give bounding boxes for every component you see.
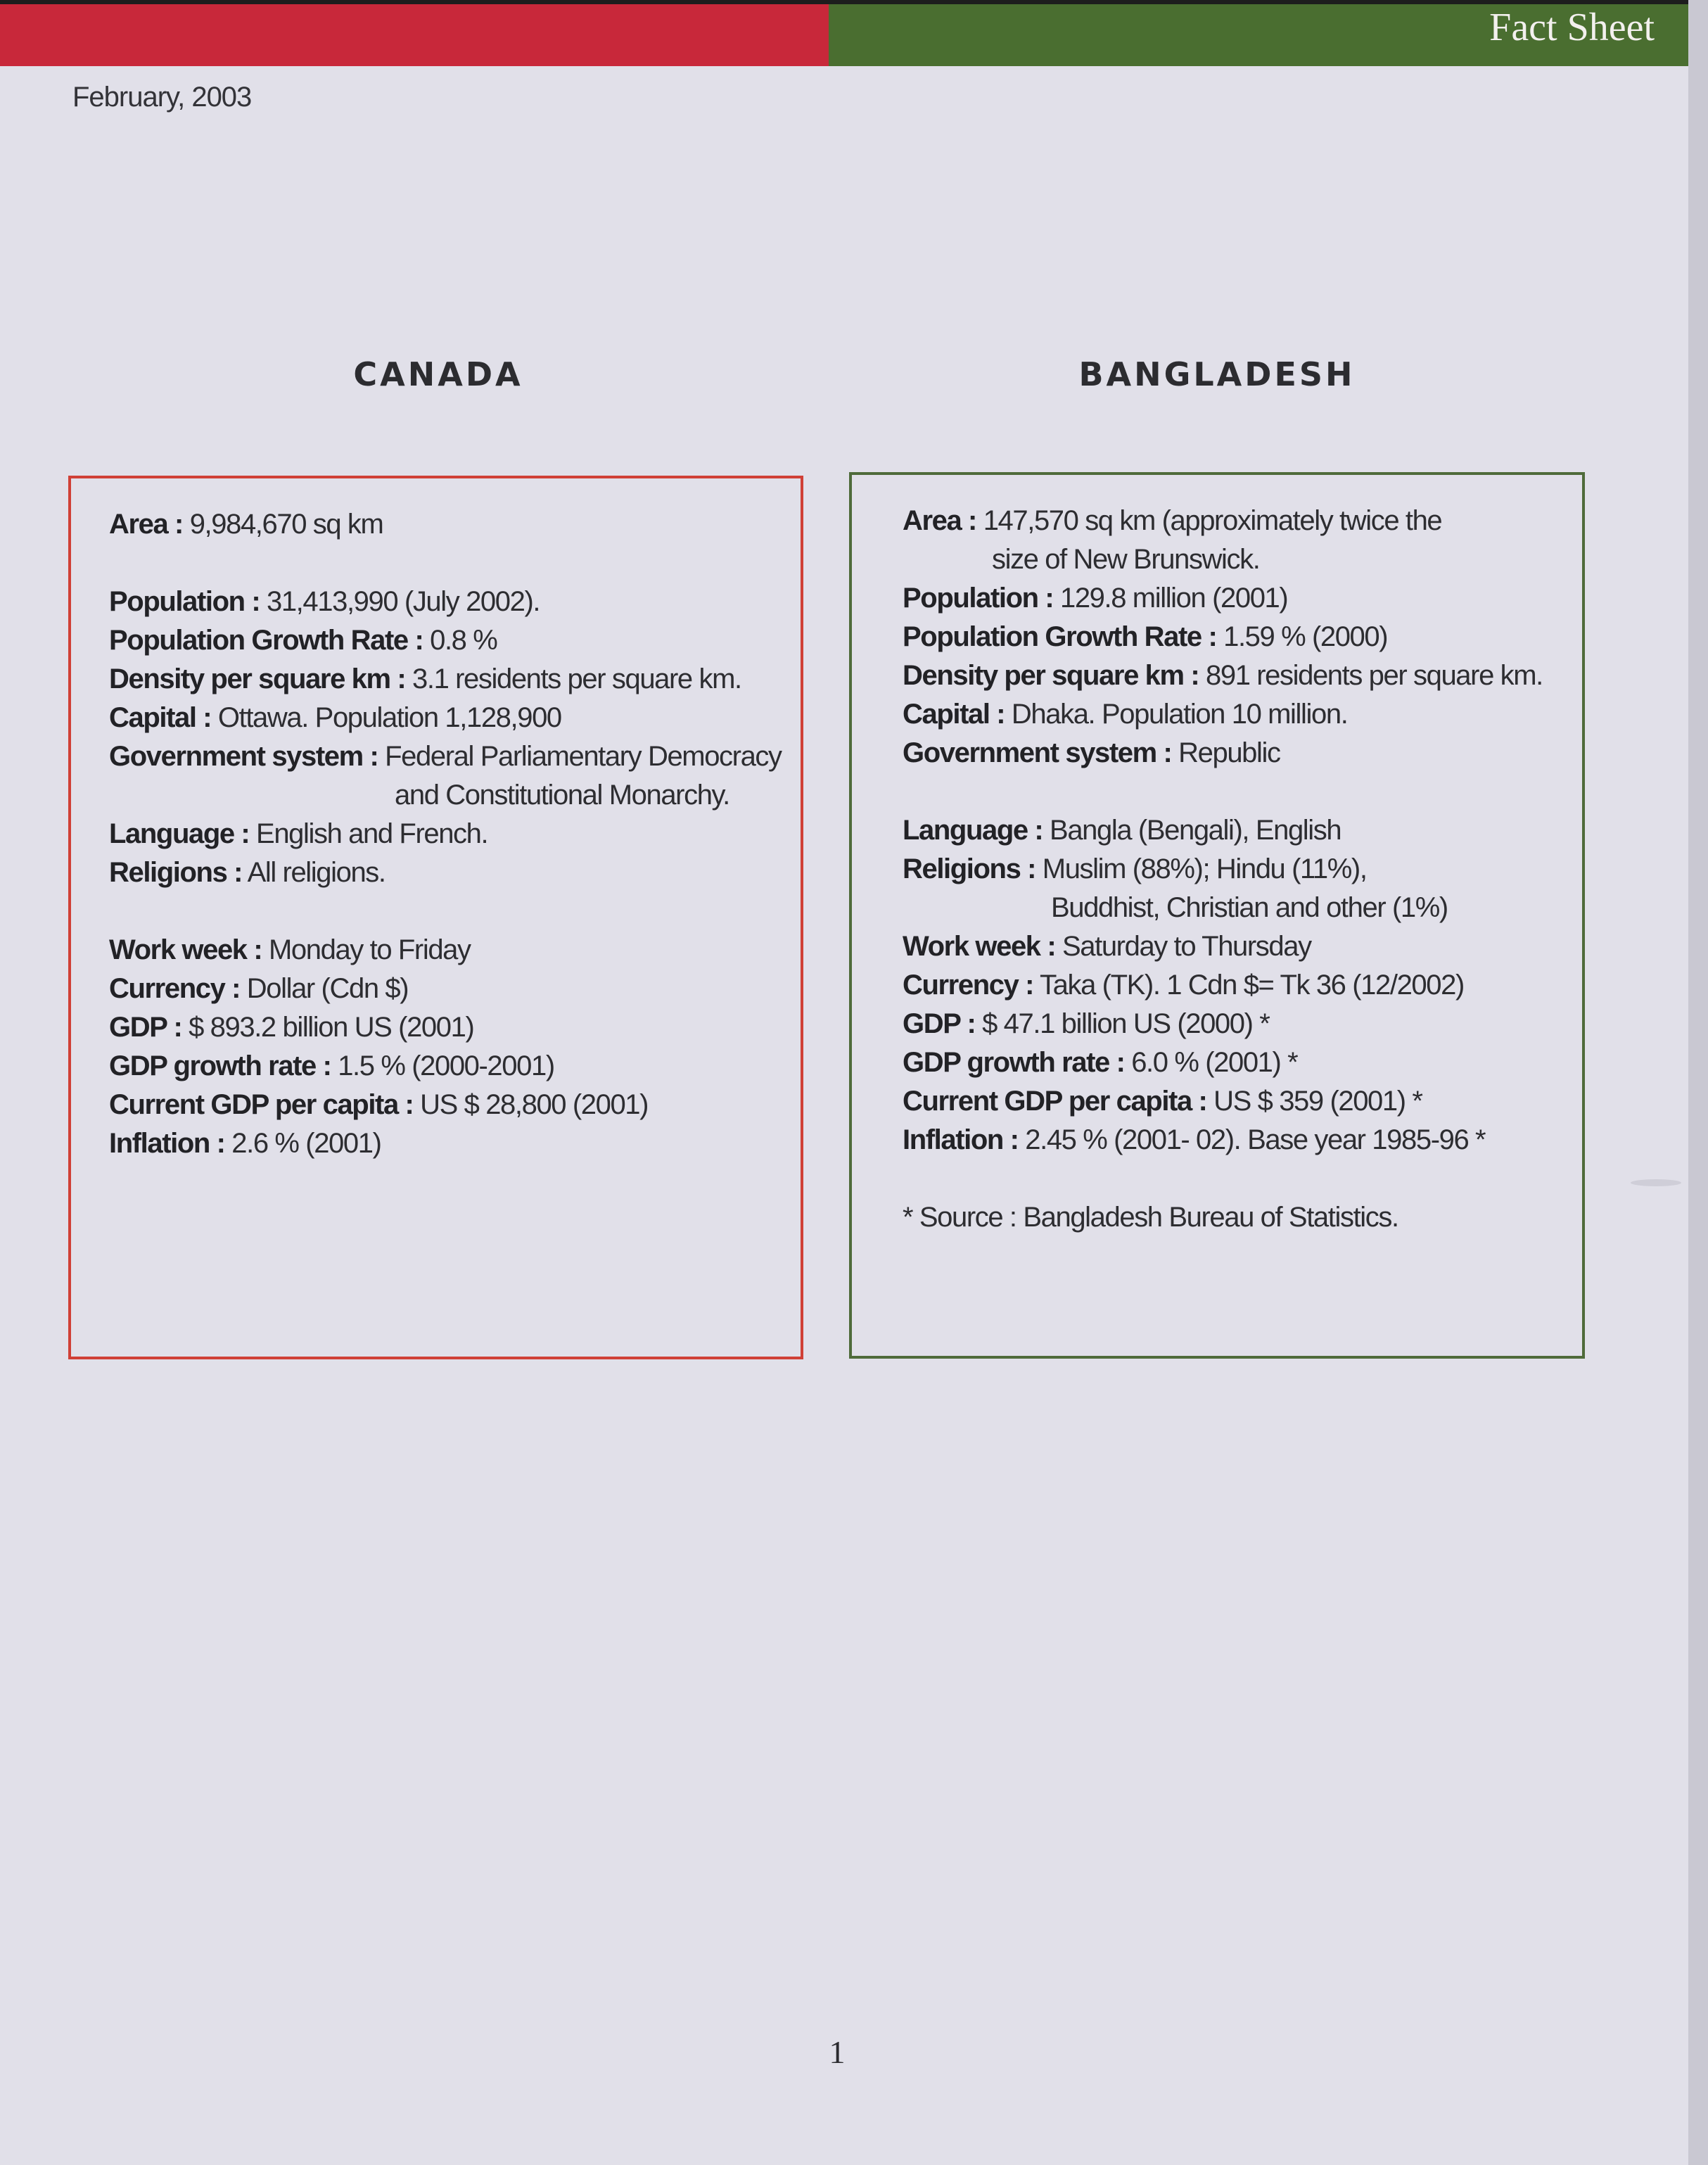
fact-population	[903, 579, 1582, 618]
fact-value: 0.8 %	[423, 625, 497, 656]
scan-mark	[1631, 1179, 1681, 1186]
fact-gdp-growth	[903, 1043, 1582, 1082]
fact-currency	[109, 970, 801, 1008]
fact-value: 1.5 % (2000-2001)	[331, 1050, 554, 1081]
fact-value: 2.45 % (2001- 02). Base year 1985-96 *	[1018, 1124, 1486, 1155]
canada-heading: CANADA	[353, 355, 523, 393]
fact-government	[903, 734, 1582, 773]
fact-population-growth	[109, 621, 801, 660]
fact-religions	[109, 853, 801, 892]
fact-label: Capital :	[109, 702, 212, 733]
fact-area	[109, 505, 801, 544]
fact-label: GDP :	[109, 1012, 182, 1043]
fact-label: Work week :	[903, 931, 1056, 962]
fact-value-continued: Buddhist, Christian and other (1%)	[1051, 892, 1448, 923]
fact-value: Bangla (Bengali), English	[1043, 815, 1341, 846]
fact-label: GDP :	[903, 1008, 976, 1039]
fact-label: Current GDP per capita :	[903, 1086, 1207, 1117]
fact-label: Population Growth Rate :	[109, 625, 423, 656]
fact-population	[109, 583, 801, 621]
publication-date: February, 2003	[72, 82, 252, 113]
fact-label: Religions :	[109, 857, 243, 888]
fact-value: Muslim (88%); Hindu (11%),	[1035, 853, 1367, 884]
fact-value: 3.1 residents per square km.	[405, 664, 741, 694]
fact-value: $ 47.1 billion US (2000) *	[975, 1008, 1270, 1039]
fact-work-week	[109, 931, 801, 970]
fact-gdp-per-capita	[903, 1082, 1582, 1121]
fact-value: Dhaka. Population 10 million.	[1005, 699, 1348, 730]
fact-label: GDP growth rate :	[903, 1047, 1125, 1078]
fact-value: 147,570 sq km (approximately twice the	[976, 505, 1442, 536]
fact-label: Religions :	[903, 853, 1036, 884]
fact-value: 1.59 % (2000)	[1216, 621, 1388, 652]
scan-edge	[1688, 0, 1708, 2165]
fact-language	[109, 815, 801, 853]
fact-value: Taka (TK). 1 Cdn $= Tk 36 (12/2002)	[1033, 970, 1464, 1001]
fact-value: Saturday to Thursday	[1055, 931, 1311, 962]
fact-value-continued: and Constitutional Monarchy.	[395, 780, 729, 811]
fact-work-week	[903, 927, 1582, 966]
fact-label: Inflation :	[109, 1128, 225, 1159]
fact-gdp	[903, 1005, 1582, 1043]
fact-label: Language :	[903, 815, 1043, 846]
fact-label: Government system :	[109, 741, 378, 772]
fact-value: Federal Parliamentary Democracy	[378, 741, 782, 772]
fact-label: Area :	[109, 509, 183, 540]
fact-density	[109, 660, 801, 699]
canada-fact-box	[68, 476, 803, 1359]
fact-area	[903, 502, 1582, 579]
header-red-bar	[0, 0, 829, 66]
fact-value: Monday to Friday	[262, 934, 471, 965]
header-top-edge	[0, 0, 1688, 4]
fact-value-continued: size of New Brunswick.	[992, 544, 1260, 575]
fact-value: US $ 28,800 (2001)	[413, 1089, 649, 1120]
fact-value: 6.0 % (2001) *	[1124, 1047, 1298, 1078]
fact-label: Inflation :	[903, 1124, 1019, 1155]
fact-label: GDP growth rate :	[109, 1050, 331, 1081]
fact-language	[903, 811, 1582, 850]
fact-gdp	[109, 1008, 801, 1047]
fact-value: Dollar (Cdn $)	[240, 973, 409, 1004]
fact-label: Currency :	[903, 970, 1034, 1001]
fact-value: All religions.	[242, 857, 385, 888]
fact-label: Population :	[109, 586, 260, 617]
fact-religions	[903, 850, 1582, 927]
fact-capital	[109, 699, 801, 737]
fact-density	[903, 656, 1582, 695]
fact-capital	[903, 695, 1582, 734]
fact-label: Language :	[109, 818, 250, 849]
fact-government	[109, 737, 801, 815]
fact-value: English and French.	[249, 818, 488, 849]
fact-gdp-per-capita	[109, 1086, 801, 1124]
bangladesh-fact-box	[849, 472, 1585, 1359]
fact-label: Capital :	[903, 699, 1005, 730]
fact-value: 129.8 million (2001)	[1053, 583, 1288, 614]
fact-label: Government system :	[903, 737, 1172, 768]
fact-label: Work week :	[109, 934, 262, 965]
fact-currency	[903, 966, 1582, 1005]
fact-label: Density per square km :	[903, 660, 1199, 691]
fact-gdp-growth	[109, 1047, 801, 1086]
fact-inflation	[903, 1121, 1582, 1160]
fact-label: Currency :	[109, 973, 241, 1004]
source-note: * Source : Bangladesh Bureau of Statistics.	[903, 1202, 1398, 1233]
bangladesh-heading: BANGLADESH	[1078, 355, 1356, 393]
fact-value: Ottawa. Population 1,128,900	[211, 702, 561, 733]
fact-value: US $ 359 (2001) *	[1206, 1086, 1422, 1117]
fact-label: Density per square km :	[109, 664, 406, 694]
fact-value: 31,413,990 (July 2002).	[260, 586, 540, 617]
fact-value: 891 residents per square km.	[1199, 660, 1543, 691]
fact-value: 9,984,670 sq km	[182, 509, 383, 540]
fact-value: 2.6 % (2001)	[224, 1128, 381, 1159]
fact-label: Area :	[903, 505, 976, 536]
fact-population-growth	[903, 618, 1582, 656]
fact-value: $ 893.2 billion US (2001)	[181, 1012, 474, 1043]
page-number: 1	[829, 2034, 846, 2070]
document-type-heading: Fact Sheet	[1489, 6, 1655, 49]
fact-label: Current GDP per capita :	[109, 1089, 414, 1120]
fact-inflation	[109, 1124, 801, 1163]
fact-label: Population Growth Rate :	[903, 621, 1217, 652]
fact-value: Republic	[1171, 737, 1280, 768]
fact-label: Population :	[903, 583, 1054, 614]
